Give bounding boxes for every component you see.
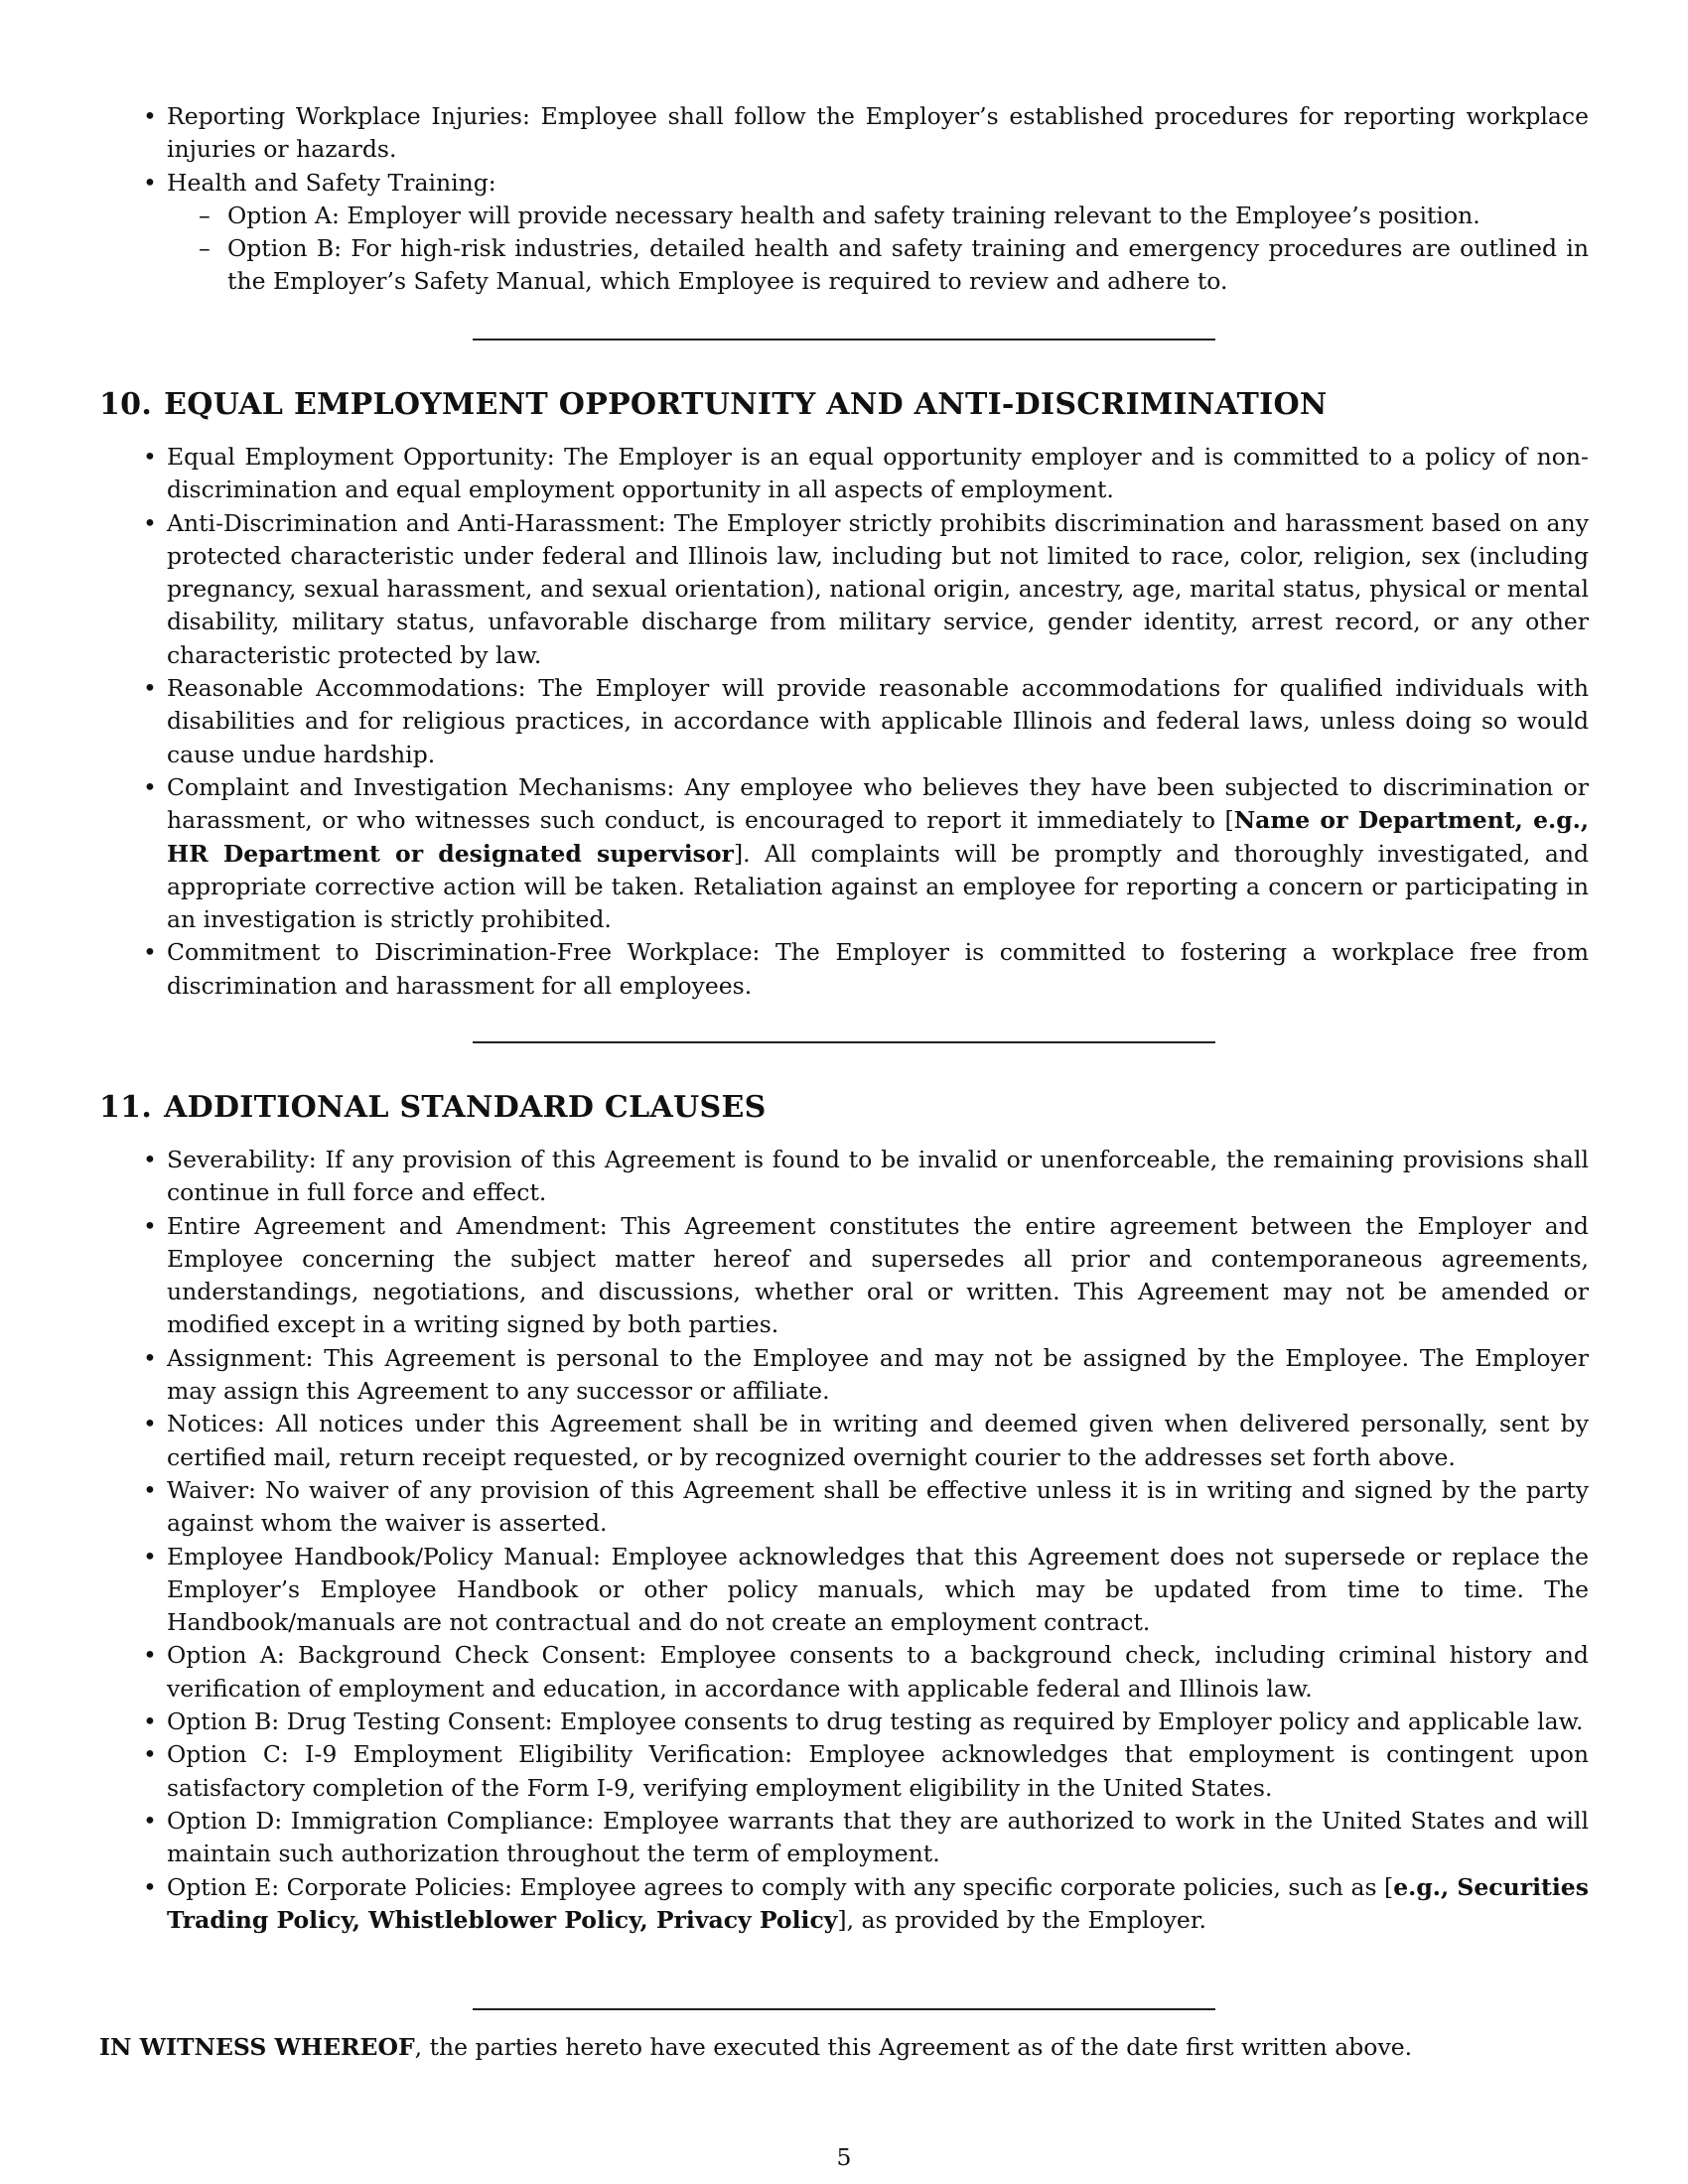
list-item: • Option C: I-9 Employment Eligibility Verification: Employee acknowledges that employment is contingent upon satisfactory completion of the Form I-9, verifying employment eligibility in the United States. <box>167 1738 1589 1805</box>
list-item: • Reporting Workplace Injuries: Employee shall follow the Employer’s established procedures for reporting workplace injuries or hazards. <box>167 100 1589 167</box>
list-item: • Option D: Immigration Compliance: Employee warrants that they are authorized to work in the United States and will maintain such authorization throughout the term of employment. <box>167 1805 1589 1871</box>
list-item: • Anti-Discrimination and Anti-Harassment: The Employer strictly prohibits discrimination and harassment based on any protected characteristic under federal and Illinois law, including but not limited to race, color, religion, sex (including pregnancy, sexual harassment, and sexual orientation), national origin, ancestry, age, marital status, physical or mental disability, military status, unfavorable discharge from military service, gender identity, arrest record, or any other characteristic protected by law. <box>167 507 1589 672</box>
list-item: • Equal Employment Opportunity: The Employer is an equal opportunity employer and is committed to a policy of non-discrimination and equal employment opportunity in all aspects of employment. <box>167 441 1589 507</box>
section-heading: 11. ADDITIONAL STANDARD CLAUSES <box>99 1090 767 1125</box>
list-item: • Commitment to Discrimination-Free Workplace: The Employer is committed to fostering a workplace free from discrimination and harassment for all employees. <box>167 936 1589 1003</box>
section-divider <box>473 339 1215 341</box>
list-item: • Option B: Drug Testing Consent: Employee consents to drug testing as required by Employer policy and applicable law. <box>167 1706 1589 1738</box>
section-divider <box>473 1041 1215 1043</box>
list-item: • Assignment: This Agreement is personal to the Employee and may not be assigned by the Employee. The Employer may assign this Agreement to any successor or affiliate. <box>167 1342 1589 1409</box>
sub-list <box>167 200 1589 299</box>
list-item: • Reasonable Accommodations: The Employer will provide reasonable accommodations for qualified individuals with disabilities and for religious practices, in accordance with applicable Illinois and federal laws, unless doing so would cause undue hardship. <box>167 672 1589 771</box>
section9-list <box>167 100 1589 299</box>
section-divider <box>473 2008 1215 2010</box>
list-item: • Severability: If any provision of this Agreement is found to be invalid or unenforceable, the remaining provisions shall continue in full force and effect. <box>167 1144 1589 1210</box>
list-item: • Employee Handbook/Policy Manual: Employee acknowledges that this Agreement does not supersede or replace the Employer’s Employee Handbook or other policy manuals, which may be updated from time to time. The Handbook/manuals are not contractual and do not create an employment contract. <box>167 1541 1589 1640</box>
list-item: • Option E: Corporate Policies: Employee agrees to comply with any specific corporate policies, such as [e.g., Securities Trading Policy, Whistleblower Policy, Privacy Policy], as provided by the Employer. <box>167 1871 1589 1938</box>
list-item: • Option A: Background Check Consent: Employee consents to a background check, including criminal history and verification of employment and education, in accordance with applicable federal and Illinois law. <box>167 1639 1589 1706</box>
list-item: • Health and Safety Training: – Option A: Employer will provide necessary health and safety training relevant to the Employee’s position. – Option B: For high-risk industries, detailed health and safety training and emergency procedures are outlined in the Employer’s Safety Manual, which Employee is required to review and adhere to. <box>167 167 1589 299</box>
list-item: • Waiver: No waiver of any provision of this Agreement shall be effective unless it is in writing and signed by the party against whom the waiver is asserted. <box>167 1474 1589 1541</box>
page-number: 5 <box>836 2143 852 2171</box>
placeholder-bold: Name or Department, e.g., HR Department or designated supervisor <box>167 806 1589 868</box>
list-item: • Notices: All notices under this Agreement shall be in writing and deemed given when delivered personally, sent by certified mail, return receipt requested, or by recognized overnight courier to the addresses set forth above. <box>167 1408 1589 1474</box>
sub-list-item: – Option A: Employer will provide necessary health and safety training relevant to the Employee’s position. <box>167 200 1589 232</box>
witness-clause: IN WITNESS WHEREOF, the parties hereto have executed this Agreement as of the date first written above. <box>99 2033 1413 2061</box>
list-item: • Entire Agreement and Amendment: This Agreement constitutes the entire agreement between the Employer and Employee concerning the subject matter hereof and supersedes all prior and contemporaneous agreements, understandings, negotiations, and discussions, whether oral or written. This Agreement may not be amended or modified except in a writing signed by both parties. <box>167 1210 1589 1342</box>
list-item: • Complaint and Investigation Mechanisms: Any employee who believes they have been subjected to discrimination or harassment, or who witnesses such conduct, is encouraged to report it immediately to [Name or Department, e.g., HR Department or designated supervisor]. All complaints will be promptly and thoroughly investigated, and appropriate corrective action will be taken. Retaliation against an employee for reporting a concern or participating in an investigation is strictly prohibited. <box>167 771 1589 936</box>
placeholder-bold: e.g., Securities Trading Policy, Whistleblower Policy, Privacy Policy <box>167 1872 1589 1934</box>
section11-list <box>167 1144 1589 1937</box>
section10-list <box>167 441 1589 1003</box>
section-heading: 10. EQUAL EMPLOYMENT OPPORTUNITY AND ANTI-DISCRIMINATION <box>99 387 1328 422</box>
witness-heading: IN WITNESS WHEREOF <box>99 2033 415 2061</box>
sub-list-item: – Option B: For high-risk industries, detailed health and safety training and emergency procedures are outlined in the Employer’s Safety Manual, which Employee is required to review and adhere to. <box>167 232 1589 299</box>
